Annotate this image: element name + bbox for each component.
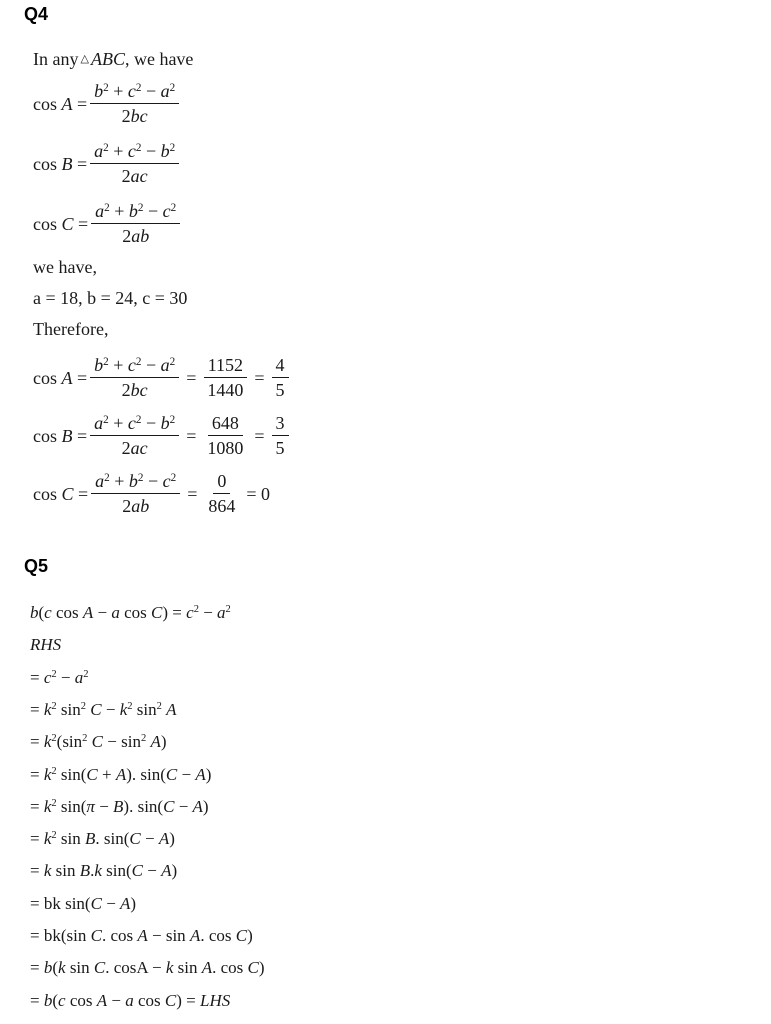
- result-symbolic-fraction-numerator: $a^2 + b^2 - c^2$: [91, 472, 180, 494]
- result-simplified-fraction: [272, 356, 289, 399]
- result-lhs: cos B =: [33, 425, 88, 446]
- formula-fraction-numerator: $b^2 + c^2 - a^2$: [90, 82, 179, 104]
- result-symbolic-fraction-denominator: 2ab: [122, 496, 150, 516]
- formula-fraction: [90, 82, 179, 125]
- result-symbolic-fraction: [91, 472, 180, 515]
- formula-lhs: cos C =: [33, 213, 89, 234]
- q4-values: [33, 289, 187, 307]
- equals-sign: =: [254, 367, 265, 388]
- derivation-line: = b(k sin C. cosA − k sin A. cos C): [30, 958, 265, 978]
- result-simplified-fraction-numerator: 4: [272, 356, 289, 378]
- intro-abc: ABC: [90, 49, 125, 69]
- cos-formula-row: [33, 142, 182, 185]
- result-symbolic-fraction: [90, 414, 179, 457]
- derivation-line: = $c^2 - a^2$: [30, 667, 89, 687]
- formula-fraction-denominator: 2ac: [121, 166, 148, 186]
- result-numeric-fraction: [204, 472, 239, 515]
- formula-lhs: cos B =: [33, 153, 88, 174]
- derivation-line: = bk(sin C. cos A − sin A. cos C): [30, 926, 253, 945]
- q5-heading: Q5: [24, 556, 49, 576]
- derivation-line: = b(c cos A − a cos C) = LHS: [30, 990, 231, 1010]
- q4-intro: [33, 50, 193, 68]
- result-symbolic-fraction: [90, 356, 179, 399]
- result-numeric-fraction-denominator: 1440: [207, 380, 244, 400]
- cos-formula-row: [33, 82, 182, 125]
- formula-fraction-numerator: $a^2 + c^2 - b^2$: [90, 142, 179, 164]
- result-numeric-fraction-denominator: 1080: [207, 438, 244, 458]
- formula-lhs: cos A =: [33, 93, 88, 114]
- derivation-line: b(c cos A − a $\cos C) = c^2 - a^2$: [30, 603, 231, 622]
- derivation-line: = $k^2$ sin(C + A). sin(C − A): [30, 764, 212, 784]
- formula-fraction-numerator: $a^2 + b^2 - c^2$: [91, 202, 180, 224]
- intro-prefix: In any: [33, 49, 79, 69]
- result-symbolic-fraction-denominator: 2bc: [121, 380, 148, 400]
- result-tail: = 0: [246, 483, 271, 504]
- values-text: a = 18, b = 24, c = 30: [33, 288, 188, 308]
- result-numeric-fraction-numerator: 1152: [204, 356, 247, 378]
- derivation-line: = $k^2$ sin B. sin(C − A): [30, 829, 175, 849]
- result-simplified-fraction: [272, 414, 289, 457]
- cos-result-row: [33, 356, 292, 399]
- q4-we-have: we have,: [33, 257, 97, 277]
- formula-fraction: [91, 202, 180, 245]
- result-numeric-fraction-numerator: 0: [213, 472, 230, 494]
- equals-sign: =: [186, 425, 197, 446]
- result-numeric-fraction-numerator: 648: [208, 414, 243, 436]
- triangle-symbol: △: [80, 52, 89, 65]
- result-lhs: cos A =: [33, 367, 88, 388]
- result-simplified-fraction-denominator: 5: [275, 438, 285, 458]
- derivation-line: = $k^2(\sin^2$ $C - \sin^2 A$): [30, 732, 167, 752]
- result-simplified-fraction-numerator: 3: [272, 414, 289, 436]
- result-symbolic-fraction-denominator: 2ac: [121, 438, 148, 458]
- cos-result-row: [33, 472, 274, 515]
- cos-formula-row: [33, 202, 183, 245]
- intro-suffix: , we have: [124, 49, 194, 69]
- formula-fraction-denominator: 2ab: [122, 226, 150, 246]
- q4-therefore: Therefore,: [33, 319, 109, 339]
- q4-heading: Q4: [24, 4, 49, 24]
- equals-sign: =: [187, 483, 198, 504]
- derivation-line: = $k^2$ $\sin^2 C - k^2$ $\sin^2 A$: [30, 699, 177, 719]
- result-symbolic-fraction-numerator: $a^2 + c^2 - b^2$: [90, 414, 179, 436]
- equals-sign: =: [254, 425, 265, 446]
- equals-sign: =: [186, 367, 197, 388]
- formula-fraction-denominator: 2bc: [121, 106, 148, 126]
- derivation-line: RHS: [30, 635, 62, 655]
- result-numeric-fraction-denominator: 864: [208, 496, 236, 516]
- result-numeric-fraction: [203, 356, 247, 399]
- result-symbolic-fraction-numerator: $b^2 + c^2 - a^2$: [90, 356, 179, 378]
- derivation-line: = k sin B.k sin(C − A): [30, 861, 178, 881]
- derivation-line: = $k^2$ sin(π − B). sin(C − A): [30, 796, 209, 816]
- cos-result-row: [33, 414, 292, 457]
- derivation-line: = bk sin(C − A): [30, 893, 137, 913]
- result-lhs: cos C =: [33, 483, 89, 504]
- formula-fraction: [90, 142, 179, 185]
- result-numeric-fraction: [203, 414, 247, 457]
- result-simplified-fraction-denominator: 5: [275, 380, 285, 400]
